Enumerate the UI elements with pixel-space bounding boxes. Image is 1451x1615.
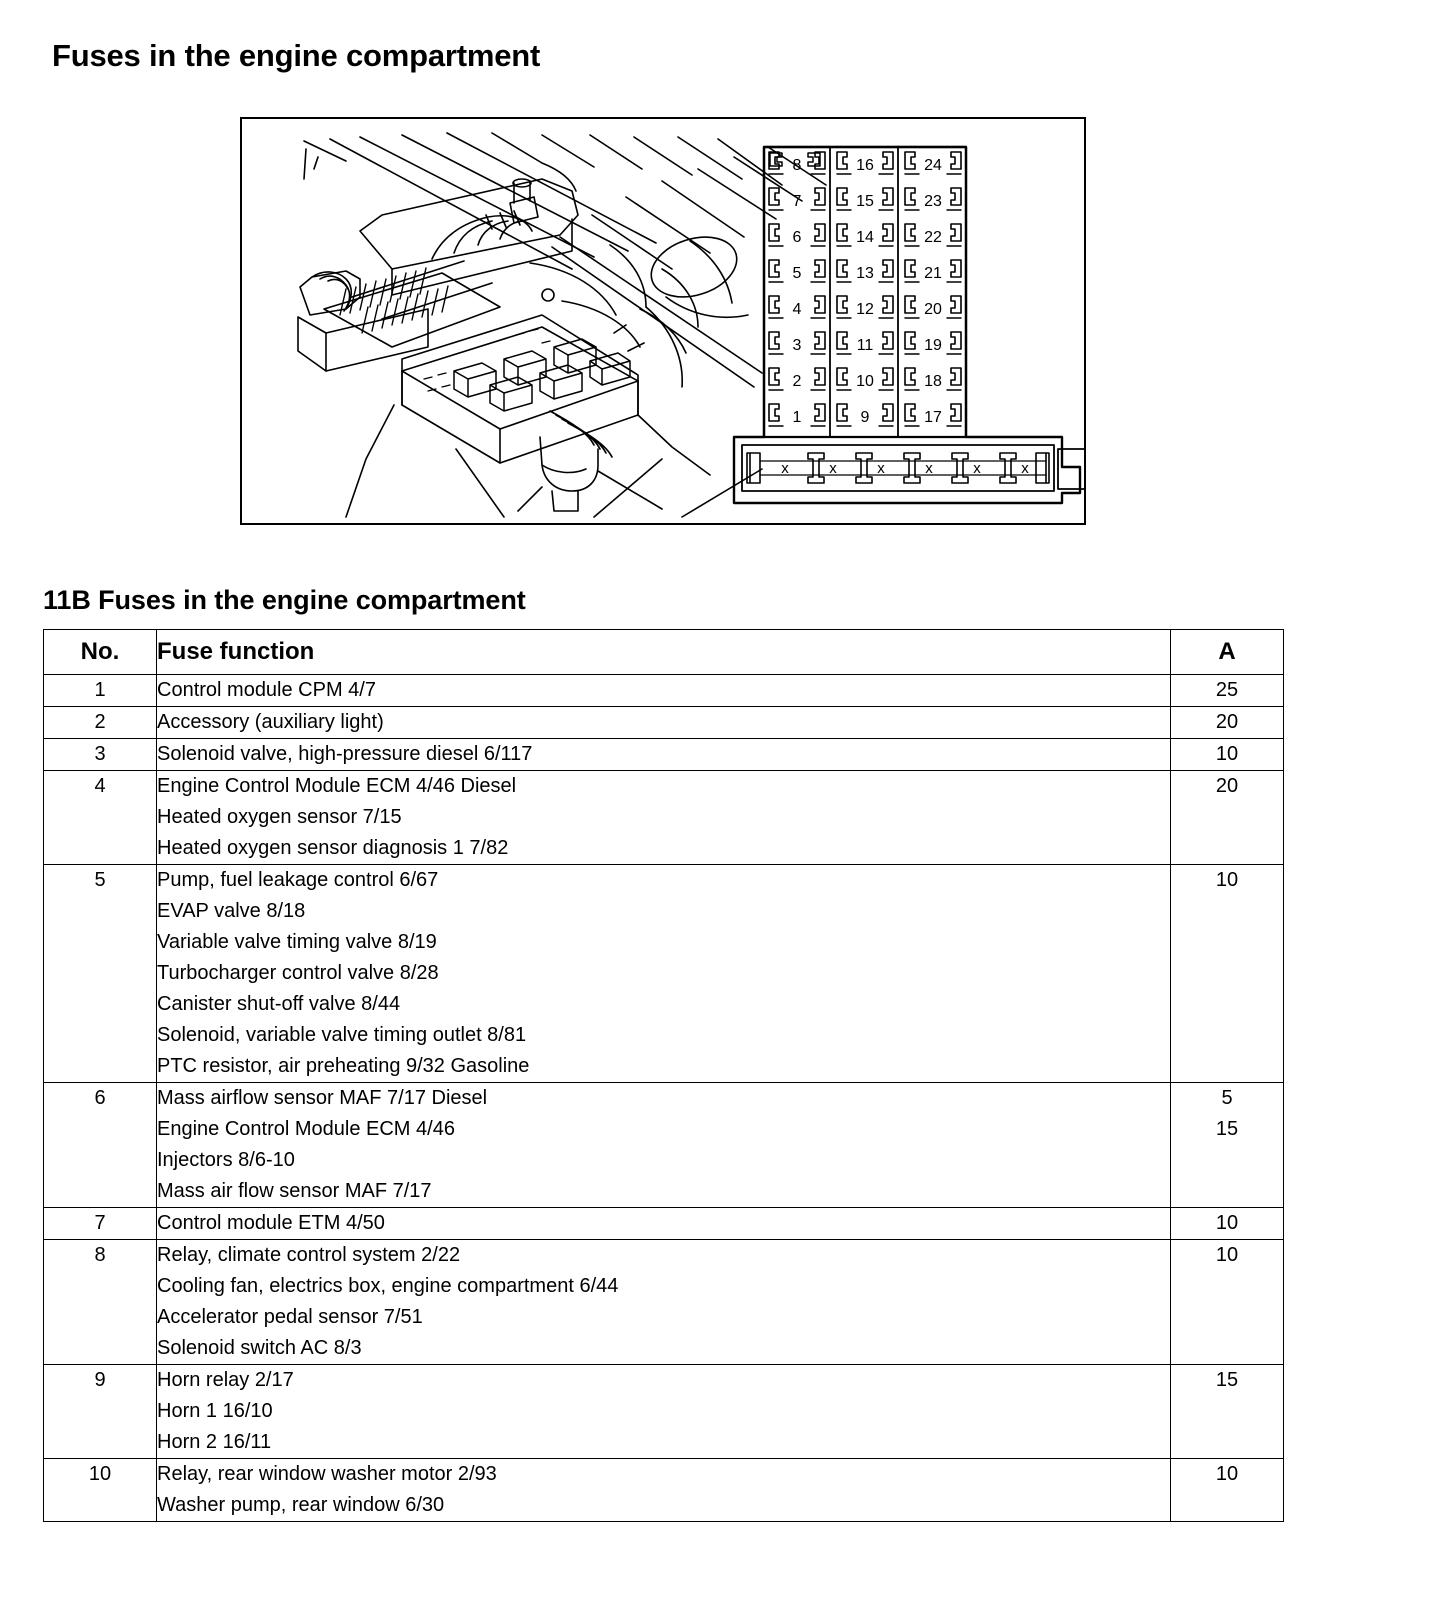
fuse-table-head xyxy=(44,630,1284,675)
svg-text:9: 9 xyxy=(860,409,870,426)
table-row xyxy=(44,739,1284,771)
fuse-function-line: Horn 2 16/11 xyxy=(157,1431,272,1453)
svg-text:1: 1 xyxy=(792,409,802,426)
fuse-function-line: Accessory (auxiliary light) xyxy=(157,711,384,733)
svg-text:x: x xyxy=(1021,460,1029,477)
svg-text:x: x xyxy=(781,460,789,477)
fuse-amperage-cell xyxy=(1171,675,1284,707)
fuse-amperage-value: 20 xyxy=(1215,775,1239,797)
fuse-box-illustration xyxy=(242,119,1084,523)
fuse-function-line: Control module ETM 4/50 xyxy=(157,1212,385,1234)
svg-text:20: 20 xyxy=(924,301,942,318)
fuse-function-line: Injectors 8/6-10 xyxy=(157,1149,295,1171)
fuse-function-line: Relay, rear window washer motor 2/93 xyxy=(157,1463,497,1485)
fuse-amperage-value: 15 xyxy=(1215,1369,1239,1391)
table-row xyxy=(44,865,1284,1083)
fuse-function-line: Solenoid, variable valve timing outlet 8/81 xyxy=(157,1024,527,1046)
fuse-amperage-cell xyxy=(1171,739,1284,771)
fuse-number-cell: 10 xyxy=(44,1459,157,1522)
fuse-function-line: Engine Control Module ECM 4/46 Diesel xyxy=(157,775,517,797)
fuse-amperage-value: 10 xyxy=(1215,1463,1239,1485)
svg-text:18: 18 xyxy=(924,373,942,390)
fuse-number-cell: 2 xyxy=(44,707,157,739)
svg-text:23: 23 xyxy=(924,193,942,210)
table-row xyxy=(44,707,1284,739)
svg-text:16: 16 xyxy=(856,157,874,174)
table-row xyxy=(44,1240,1284,1365)
table-row xyxy=(44,1365,1284,1459)
svg-text:8: 8 xyxy=(792,157,802,174)
fuse-number-cell: 7 xyxy=(44,1208,157,1240)
fuse-function-line: Canister shut-off valve 8/44 xyxy=(157,993,401,1015)
fuse-number-cell: 1 xyxy=(44,675,157,707)
fuse-amperage-value: 10 xyxy=(1215,1244,1239,1266)
fuse-amperage-cell xyxy=(1171,1083,1284,1208)
fuse-function-line: Control module CPM 4/7 xyxy=(157,679,376,701)
svg-text:x: x xyxy=(973,460,981,477)
svg-text:2: 2 xyxy=(792,373,802,390)
fuse-amperage-value: 10 xyxy=(1215,869,1239,891)
fuse-number-cell: 4 xyxy=(44,771,157,865)
table-header-row xyxy=(44,630,1284,675)
svg-text:6: 6 xyxy=(792,229,802,246)
fuse-function-cell xyxy=(157,865,1171,1083)
fuse-box-figure xyxy=(240,117,1086,525)
fuse-function-cell xyxy=(157,1083,1171,1208)
fuse-amperage-cell xyxy=(1171,771,1284,865)
section-heading: 11B Fuses in the engine compartment xyxy=(43,585,526,615)
column-header-amp: A xyxy=(1171,630,1284,675)
fuse-function-line: Solenoid switch AC 8/3 xyxy=(157,1337,362,1359)
svg-text:12: 12 xyxy=(856,301,874,318)
fuse-function-cell xyxy=(157,707,1171,739)
fuse-number-cell: 6 xyxy=(44,1083,157,1208)
column-header-no: No. xyxy=(44,630,157,675)
fuse-number-cell: 3 xyxy=(44,739,157,771)
page-title: Fuses in the engine compartment xyxy=(52,38,541,73)
fuse-function-line: Mass air flow sensor MAF 7/17 xyxy=(157,1180,432,1202)
fuse-function-line: Horn relay 2/17 xyxy=(157,1369,294,1391)
svg-text:x: x xyxy=(925,460,933,477)
fuse-function-line: Cooling fan, electrics box, engine compartment 6/44 xyxy=(157,1275,619,1297)
fuse-amperage-value: 20 xyxy=(1215,711,1239,733)
fuse-function-line: Heated oxygen sensor diagnosis 1 7/82 xyxy=(157,837,509,859)
table-row xyxy=(44,1459,1284,1522)
fuse-function-line: Relay, climate control system 2/22 xyxy=(157,1244,461,1266)
svg-text:x: x xyxy=(877,460,885,477)
fuse-function-line: Mass airflow sensor MAF 7/17 Diesel xyxy=(157,1087,488,1109)
fuse-amperage-cell xyxy=(1171,1240,1284,1365)
fuse-function-line: Engine Control Module ECM 4/46 xyxy=(157,1118,455,1140)
svg-text:21: 21 xyxy=(924,265,942,282)
svg-text:24: 24 xyxy=(924,157,942,174)
fuse-amperage-value: 5 xyxy=(1221,1087,1233,1109)
svg-text:3: 3 xyxy=(792,337,802,354)
svg-text:x: x xyxy=(829,460,837,477)
fuse-function-line: Accelerator pedal sensor 7/51 xyxy=(157,1306,423,1328)
table-row xyxy=(44,1083,1284,1208)
svg-text:17: 17 xyxy=(924,409,942,426)
svg-text:5: 5 xyxy=(792,265,802,282)
fuse-table-container xyxy=(43,629,1283,1522)
table-row xyxy=(44,771,1284,865)
fuse-table xyxy=(43,629,1284,1522)
svg-text:19: 19 xyxy=(924,337,942,354)
table-row xyxy=(44,1208,1284,1240)
fuse-function-line: Pump, fuel leakage control 6/67 xyxy=(157,869,439,891)
fuse-function-cell xyxy=(157,1459,1171,1522)
fuse-function-line: Heated oxygen sensor 7/15 xyxy=(157,806,402,828)
fuse-function-cell xyxy=(157,675,1171,707)
svg-text:7: 7 xyxy=(792,193,802,210)
fuse-table-body xyxy=(44,675,1284,1522)
fuse-number-cell: 5 xyxy=(44,865,157,1083)
fuse-amperage-value: 25 xyxy=(1215,679,1239,701)
fuse-function-cell xyxy=(157,1365,1171,1459)
fuse-function-cell xyxy=(157,739,1171,771)
svg-text:22: 22 xyxy=(924,229,942,246)
fuse-amperage-cell xyxy=(1171,1208,1284,1240)
fuse-function-line: EVAP valve 8/18 xyxy=(157,900,306,922)
fuse-amperage-value: 10 xyxy=(1215,1212,1239,1234)
fuse-number-cell: 9 xyxy=(44,1365,157,1459)
fuse-function-line: Washer pump, rear window 6/30 xyxy=(157,1494,445,1516)
fuse-amperage-value: 15 xyxy=(1215,1118,1239,1140)
svg-text:10: 10 xyxy=(856,373,874,390)
fuse-amperage-cell xyxy=(1171,1365,1284,1459)
column-header-function: Fuse function xyxy=(157,630,1171,675)
svg-text:11: 11 xyxy=(856,337,874,354)
fuse-function-line: Turbocharger control valve 8/28 xyxy=(157,962,439,984)
fuse-function-line: Horn 1 16/10 xyxy=(157,1400,273,1422)
fuse-number-cell: 8 xyxy=(44,1240,157,1365)
table-row xyxy=(44,675,1284,707)
svg-text:4: 4 xyxy=(792,301,802,318)
svg-text:15: 15 xyxy=(856,193,874,210)
fuse-amperage-cell xyxy=(1171,707,1284,739)
svg-text:14: 14 xyxy=(856,229,874,246)
fuse-function-cell xyxy=(157,1208,1171,1240)
fuse-function-line: Variable valve timing valve 8/19 xyxy=(157,931,437,953)
fuse-amperage-cell xyxy=(1171,865,1284,1083)
fuse-amperage-cell xyxy=(1171,1459,1284,1522)
fuse-function-cell xyxy=(157,771,1171,865)
fuse-amperage-value: 10 xyxy=(1215,743,1239,765)
fuse-function-line: PTC resistor, air preheating 9/32 Gasoline xyxy=(157,1055,530,1077)
svg-text:13: 13 xyxy=(856,265,874,282)
fuse-function-line: Solenoid valve, high-pressure diesel 6/117 xyxy=(157,743,533,765)
fuse-function-cell xyxy=(157,1240,1171,1365)
